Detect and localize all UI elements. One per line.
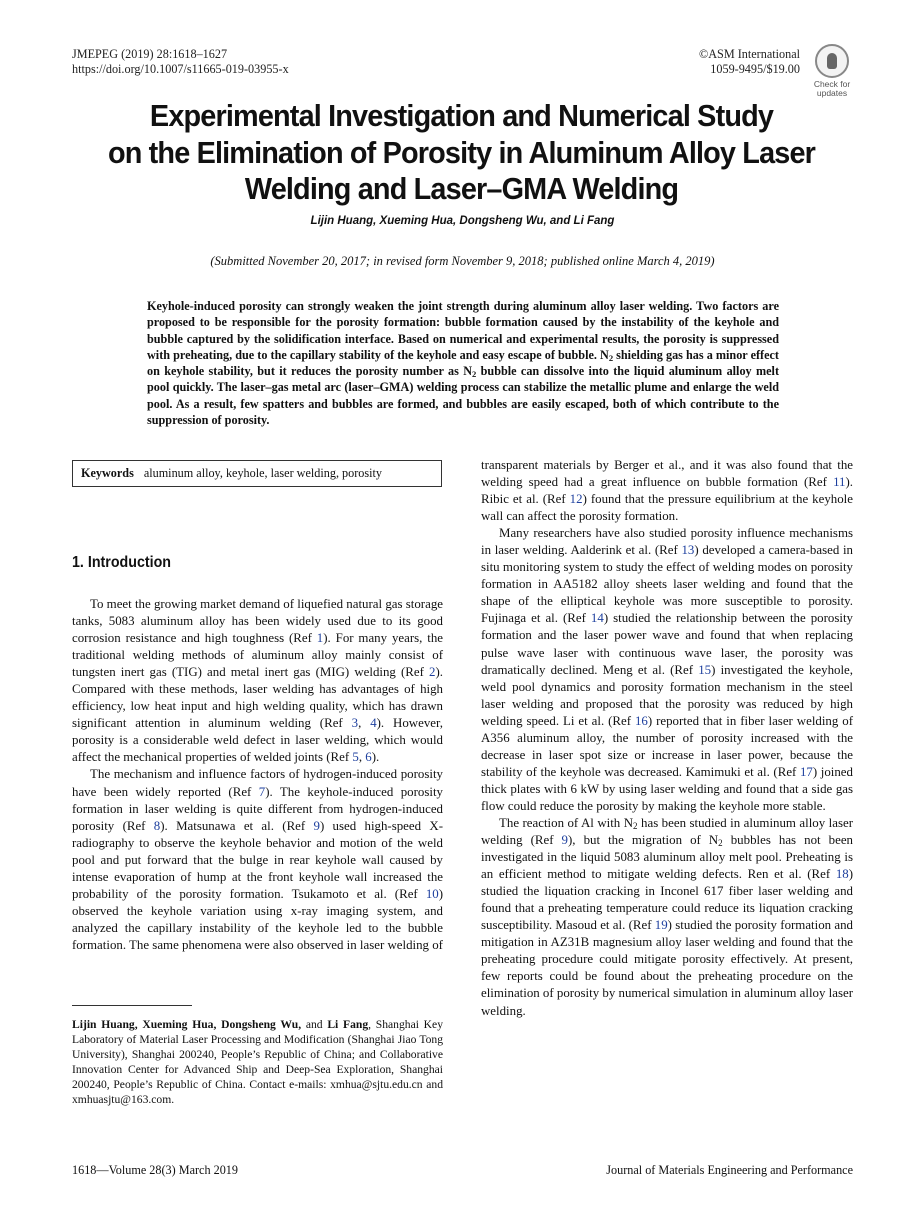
paragraph: transparent materials by Berger et al., and it was also found that the welding speed had a great influence on bubble formation (Ref 11). Ribic et al. (Ref 12) found that the pressure equilibrium at the keyhole wall can affect the porosity formation. (481, 458, 853, 524)
journal-header-left (72, 47, 289, 77)
page-footer-right: Journal of Materials Engineering and Performance (606, 1163, 853, 1177)
ref-link[interactable]: 14 (590, 611, 604, 626)
ref-link[interactable]: 1 (316, 631, 324, 646)
submission-dates: (Submitted November 20, 2017; in revised form November 9, 2018; published online March 4, 2019) (210, 254, 715, 268)
paragraph: The reaction of Al with $N_2$ has been studied in aluminum alloy laser welding (Ref 9), but the migration of $N_2$ bubbles has not been investigated in the liquid 5083 aluminum alloy melt pool. Preheating is an efficient method to mitigate welding defects. Ren et al. (Ref 18) studied the liquation cracking in Inconel 617 fiber laser welding and found that a preheating temperature could reduce its liquation cracking susceptibility. Masoud et al. (Ref 19) studied the porosity formation and mitigation in AZ31B magnesium alloy laser welding and found that the preheating procedure could mitigate porosity effectively. At present, few reports could be found about the preheating procedure on the elimination of porosity by numerical simulation in aluminum alloy laser welding. (481, 815, 853, 1018)
ref-link[interactable]: 10 (425, 886, 439, 901)
ref-link[interactable]: 8 (153, 818, 161, 833)
paragraph: To meet the growing market demand of liquefied natural gas storage tanks, 5083 aluminum alloy has been widely used due to its good corrosion resistance and high toughness (Ref 1). For many years, the traditional welding methods of aluminum alloy mainly consist of tungsten inert gas (TIG) and metal inert gas (MIG) welding (Ref 2). Compared with these methods, laser welding has advantages of high efficiency, low heat input and high welding quality, which has drawn significant attention in aluminum welding (Ref 3, 4). However, porosity is a considerable weld defect in laser welding, which would affect the mechanical properties of welded joints (Ref 5, 6). (72, 597, 444, 765)
ref-link[interactable]: 4 (370, 716, 377, 731)
check-for-updates-badge[interactable] (811, 44, 853, 98)
doi-link[interactable]: https://doi.org/10.1007/s11665-019-03955-x (72, 62, 289, 76)
ref-link[interactable]: 3 (351, 716, 359, 731)
ref-link[interactable]: 17 (799, 764, 813, 779)
issn-price: 1059-9495/$19.00 (710, 62, 800, 76)
bookmark-icon (815, 44, 849, 78)
footnote-divider (72, 1005, 192, 1006)
title-line-1: Experimental Investigation and Numerical Study (149, 98, 774, 133)
ref-link[interactable]: 12 (569, 492, 583, 507)
title-line-2: on the Elimination of Porosity in Aluminum Alloy Laser (107, 134, 816, 170)
journal-reference: JMEPEG (2019) 28:1618–1627 (72, 47, 228, 61)
journal-header-right (640, 47, 800, 77)
paragraph: Many researchers have also studied porosity influence mechanisms in laser welding. Aalderink et al. (Ref 13) developed a camera-based in situ monitoring system to study the effect of welding modes on porosity formation in AA5182 alloy sheets laser welding and found that the shape of the elliptical keyhole was more susceptible to porosity. Fujinaga et al. (Ref 14) studied the relationship between the porosity formation and the laser power wave and found that when replacing pulse wave laser with continuous wave laser, the porosity was dramatically declined. Meng et al. (Ref 15) investigated the keyhole, weld pool dynamics and porosity formation mechanism in the steel laser welding and proposed that the porosity was reduced by high welding speed. Li et al. (Ref 16) reported that in fiber laser welding of A356 aluminum alloy, the number of porosity increased with the decrease in laser spot size or increase in laser power, because the stability of the keyhole was decreased. Kamimuki et al. (Ref 17) joined thick plates with 6 kW by using laser welding and found that a side gas flow could reduce the porosity by making the keyhole more stable. (481, 526, 853, 813)
keywords-box (72, 460, 442, 487)
keywords-label: Keywords (81, 466, 134, 480)
ref-link[interactable]: 11 (833, 475, 846, 490)
abstract: Keyhole-induced porosity can strongly weaken the joint strength during aluminum alloy laser welding. Two factors are proposed to be responsible for the porosity formation: bubble formation caused by the instability of the keyhole and bubble captured by the solidification interface. Based on numerical and experimental results, the porosity is suppressed with preheating, due to the capillary stability of the keyhole and easy escape of bubble. $N_2$ shielding gas has a minor effect on keyhole stability, but it reduces the porosity number as $N_2$ bubble can dissolve into the liquid aluminum alloy melt pool quickly. The laser–gas metal arc (laser–GMA) welding process can stabilize the metallic plume and enlarge the weld pool. As a result, few spatters and bubbles are formed, and bubbles are easily escaped, both of which contribute to the suppression of porosity. (147, 299, 780, 428)
ref-link[interactable]: 13 (681, 543, 695, 558)
author-list: Lijin Huang, Xueming Hua, Dongsheng Wu, and Li Fang (310, 215, 615, 227)
badge-label: Check for updates (813, 79, 851, 98)
ref-link[interactable]: 16 (634, 713, 648, 728)
paper-title (70, 98, 854, 208)
title-line-3: Welding and Laser–GMA Welding (244, 171, 679, 206)
ref-link[interactable]: 19 (654, 918, 668, 933)
keywords-text: aluminum alloy, keyhole, laser welding, porosity (143, 466, 382, 480)
ref-link[interactable]: 5 (352, 750, 359, 765)
ref-link[interactable]: 9 (313, 818, 320, 833)
ref-link[interactable]: 15 (698, 662, 712, 677)
ref-link[interactable]: 18 (835, 867, 849, 882)
ref-link[interactable]: 7 (258, 784, 266, 799)
left-column (72, 596, 443, 954)
page-footer-left: 1618—Volume 28(3) March 2019 (72, 1163, 238, 1177)
ref-link[interactable]: 2 (429, 665, 436, 680)
paragraph: The mechanism and influence factors of hydrogen-induced porosity have been widely reported (Ref 7). The keyhole-induced porosity formation in laser welding is quite different from hydrogen-induced porosity (Ref 8). Matsunawa et al. (Ref 9) used high-speed X-radiography to observe the keyhole behavior and motion of the weld pool and put forward that the bulge in rear keyhole wall caused by intense evaporation of hump at the front keyhole wall increased the probability of the porosity formation. Tsukamoto et al. (Ref 10) observed the keyhole variation using x-ray imaging system, and analyzed the capillary instability of the keyhole led to the bubble formation. The same phenomena were also observed in laser welding of (72, 767, 443, 952)
right-column (481, 457, 853, 1020)
author-affiliation-footnote: Lijin Huang, Xueming Hua, Dongsheng Wu, and Li Fang, Shanghai Key Laboratory of Material Laser Processing and Modification (Shanghai Jiao Tong University), Shanghai 200240, People’s Republic of China; and Collaborative Innovation Center for Advanced Ship and Deep-Sea Exploration, Shanghai 200240, People’s Republic of China. Contact e-mails: xmhua@sjtu.edu.cn and xmhuasjtu@163.com. (72, 1018, 443, 1106)
ref-link[interactable]: 6 (365, 750, 372, 765)
ref-link[interactable]: 9 (561, 833, 568, 848)
section-heading: 1. Introduction (72, 554, 172, 571)
copyright-notice: ©ASM International (699, 47, 800, 61)
